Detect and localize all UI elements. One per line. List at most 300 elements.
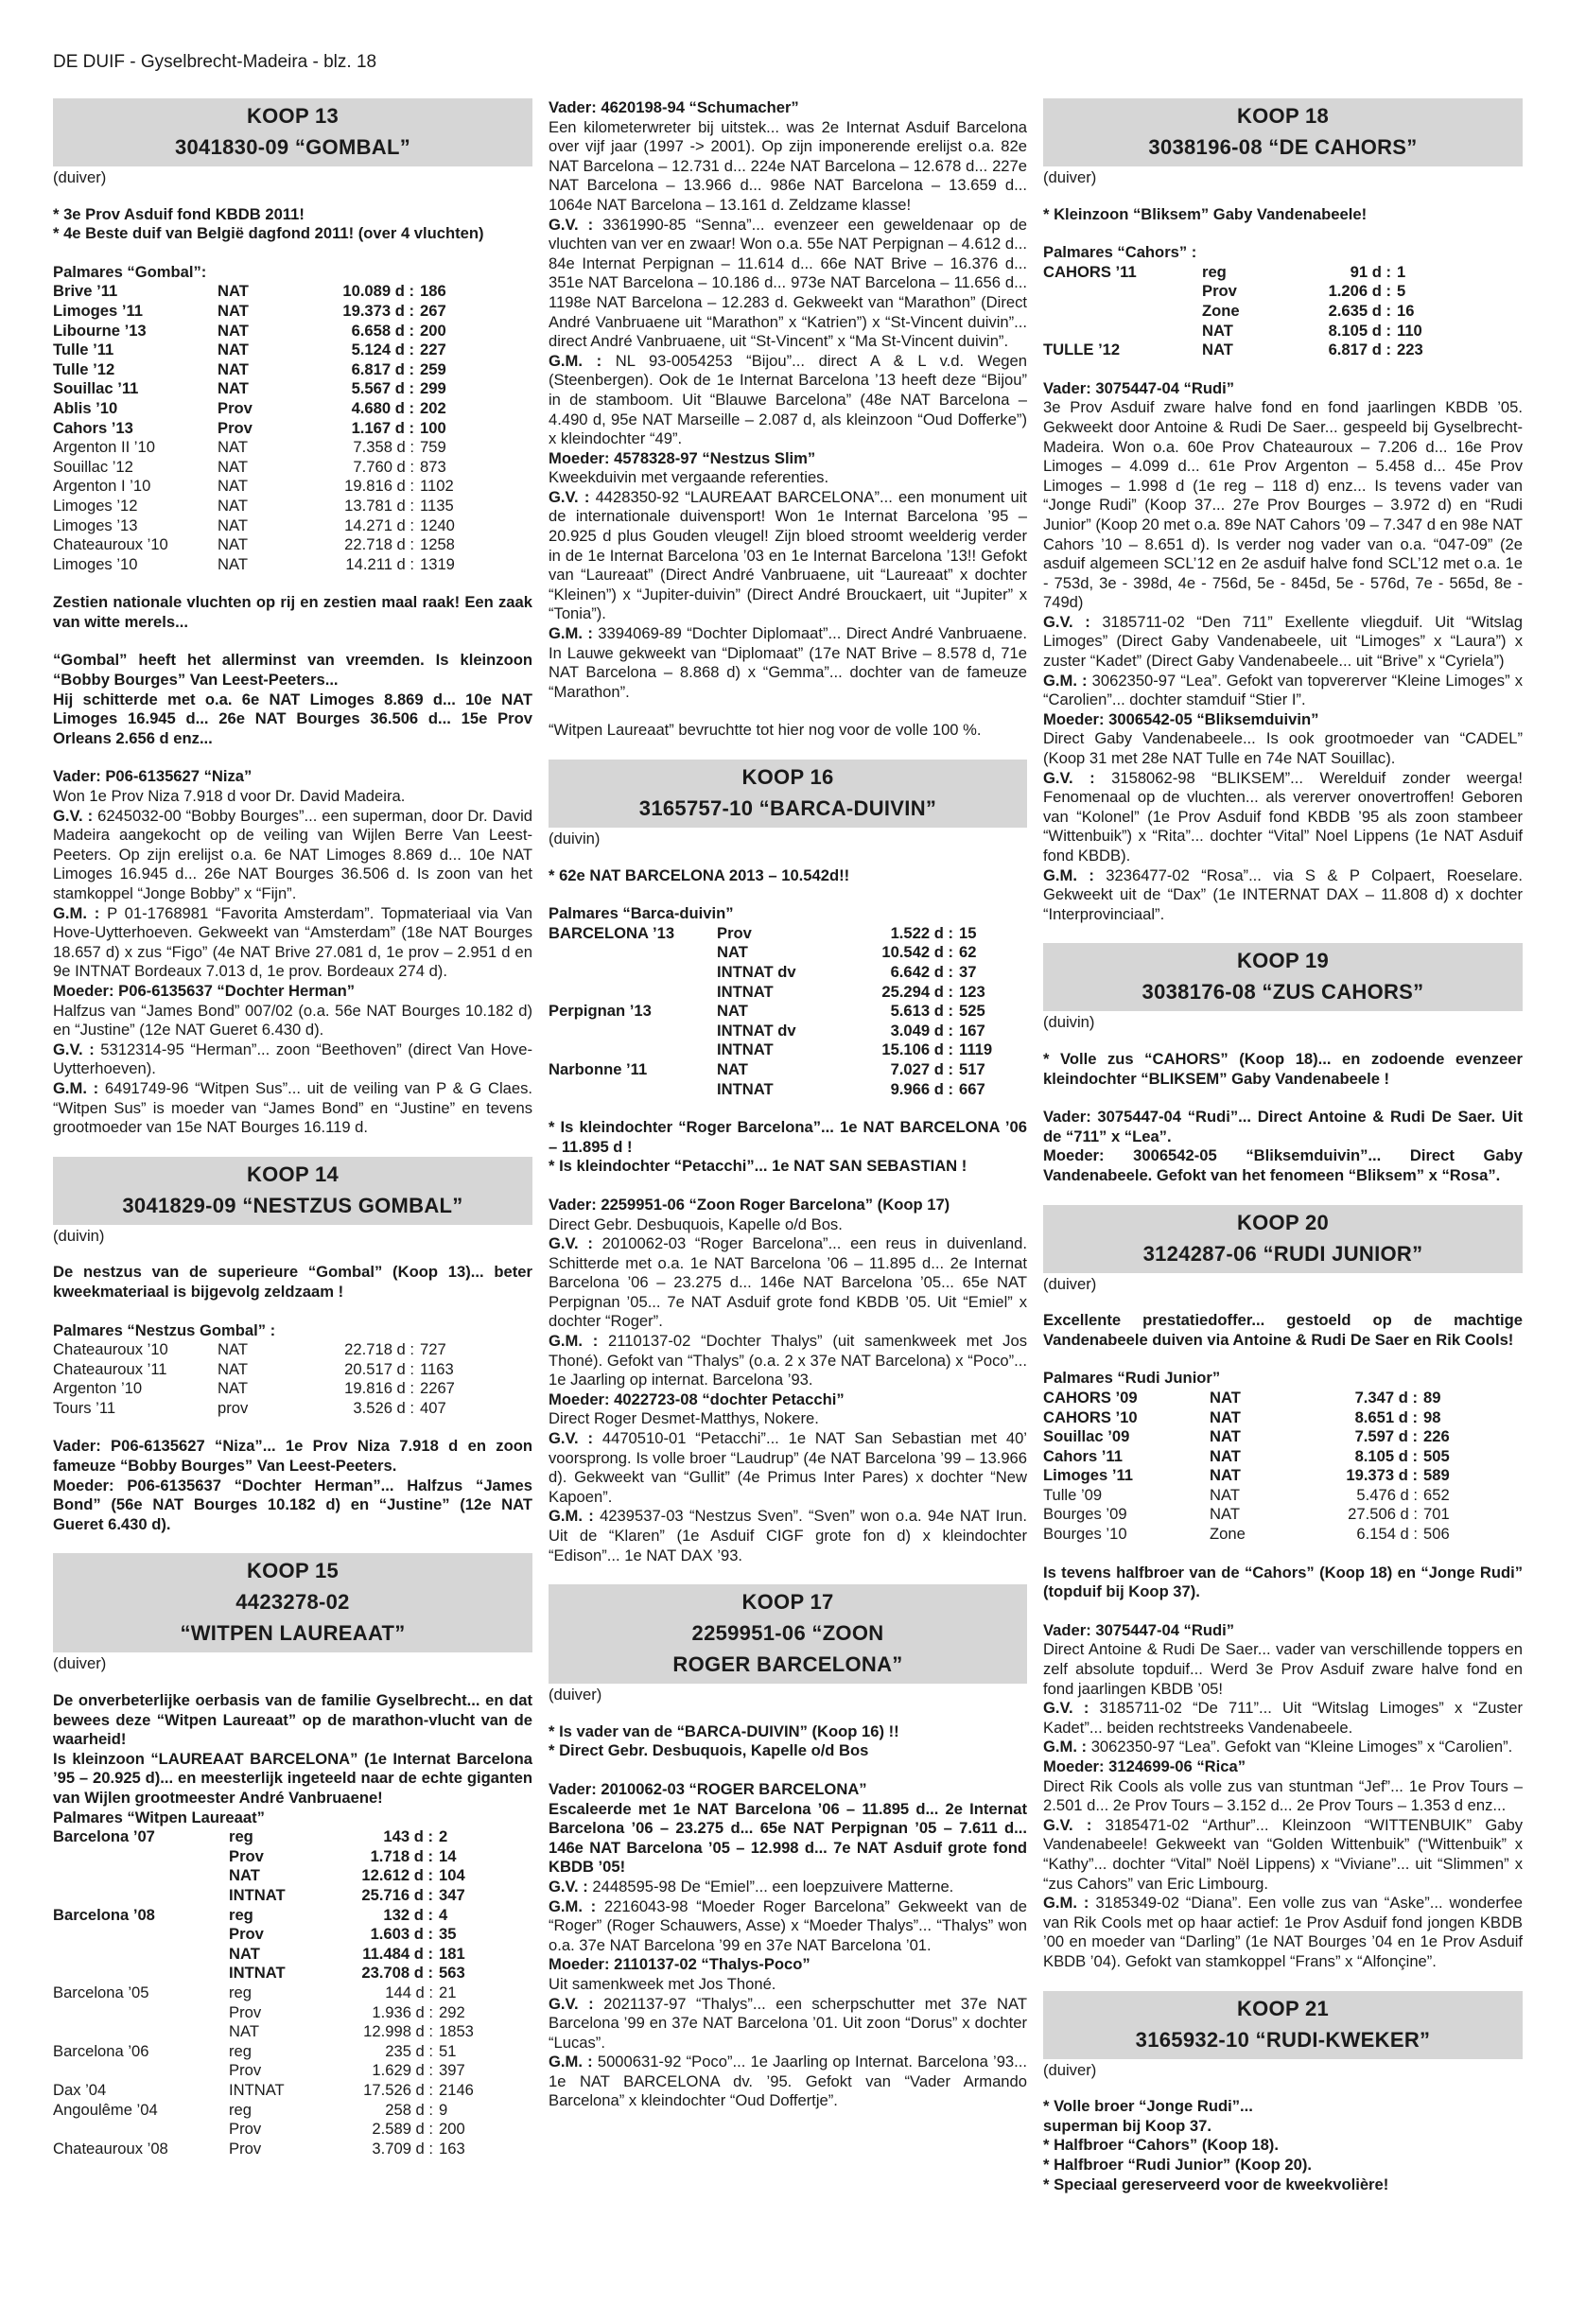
palmares-row — [53, 360, 455, 380]
palmares-cell-c3: 27.506 d : — [1348, 1505, 1418, 1524]
palmares-cell-c4: 227 — [420, 341, 446, 359]
palmares-cell-c2: NAT — [218, 379, 249, 398]
koop-15-gm: G.M. : NL 93-0054253 “Bijou”... direct A & L v.d. Wegen (Steenbergen). Ook de 1e Internat Barcelona ’13 heeft deze “Bijou” in de stamboom. Uit “Blauwe Barcelona” (48e NAT Barcelona – 4.490 d, 95e NAT Marseille – 2.087 d, als kleinzoon “Oud Dofferke”) x kleindochter “49”. — [549, 351, 1027, 448]
palmares-cell-c2: reg — [1202, 262, 1227, 281]
palmares-cell-c2: Prov — [229, 2002, 262, 2021]
palmares-row — [549, 1022, 992, 1041]
palmares-cell-c4: 759 — [420, 438, 446, 457]
koop-16-moeder: Moeder: 4022723-08 “dochter Petacchi” — [549, 1389, 845, 1408]
koop-14-palmares — [53, 1340, 455, 1418]
koop-20-vader: Vader: 3075447-04 “Rudi” — [1043, 1620, 1234, 1639]
koop-17-gv2: G.V. : 2021137-97 “Thalys”... een scherpschutter met 37e NAT Barcelona ’99 en 37e NAT Barcelona ’01. Uit zoon “Dorus” x dochter “Lucas”. — [549, 1994, 1027, 2052]
palmares-cell-c1 — [53, 2022, 229, 2042]
palmares-cell-c3: 1.522 d : — [890, 923, 953, 942]
palmares-cell-c1 — [53, 2061, 229, 2081]
koop-13-gv: G.V. : 6245032-00 “Bobby Bourges”... een superman, door Dr. David Madeira aangekocht op de veiling van Wijlen Berre Van Leest-Peeters. Op zijn erelijst o.a. 6e NAT Limoges 8.869 d... 10e NAT Limoges 16.945 d... 26e NAT Bourges 36.506 d. Is zoon van het stamkoppel “Jonge Bobby” x “Fijn”. — [53, 806, 532, 902]
palmares-cell-c1: Barcelona ’05 — [53, 1983, 149, 2001]
palmares-cell-c4: 37 — [959, 962, 977, 981]
koop-16-vader: Vader: 2259951-06 “Zoon Roger Barcelona” (Koop 17) — [549, 1195, 950, 1214]
palmares-cell-c1: Perpignan ’13 — [549, 1002, 652, 1021]
palmares-cell-c1: BARCELONA ’13 — [549, 923, 675, 942]
palmares-cell-c1: Bourges ’09 — [1043, 1505, 1127, 1524]
koop-18-gv: G.V. : 3185711-02 “Den 711” Exellente vliegduif. Uit “Witslag Limoges” (Direct Gaby Vandenabeele, uit “Limoges” x “Laura”) x zuster “Kadet” (Direct Gaby Vandenabeele... uit “Brive” x “Cyriela”) — [1043, 612, 1523, 671]
palmares-cell-c4: 1102 — [420, 477, 454, 496]
koop-18-intro: * Kleinzoon “Bliksem” Gaby Vandenabeele! — [1043, 204, 1368, 223]
palmares-cell-c1 — [1043, 302, 1202, 322]
palmares-cell-c1: Souillac ’09 — [1043, 1427, 1130, 1446]
palmares-cell-c1 — [53, 1847, 229, 1867]
palmares-cell-c4: 5 — [1397, 282, 1406, 301]
palmares-row — [53, 2101, 474, 2121]
palmares-cell-c4: 104 — [439, 1866, 465, 1885]
palmares-row — [1043, 302, 1423, 322]
palmares-cell-c1: Argenton ’10 — [53, 1379, 143, 1398]
palmares-cell-c1: Limoges ’10 — [53, 554, 138, 573]
palmares-row — [53, 1847, 474, 1867]
palmares-cell-c1: Argenton II ’10 — [53, 438, 155, 457]
palmares-cell-c4: 110 — [1397, 321, 1422, 340]
palmares-cell-c2: Prov — [229, 2120, 262, 2139]
palmares-cell-c4: 1119 — [959, 1040, 993, 1059]
palmares-cell-c2: NAT — [218, 477, 248, 496]
palmares-cell-c4: 89 — [1423, 1388, 1441, 1407]
palmares-row — [1043, 1525, 1450, 1545]
koop-15-gm2: G.M. : 3394069-89 “Dochter Diplomaat”... Direct André Vanbruaene. In Lauwe gekweekt van “Diplomaat” (17e NAT Brive – 8.578 d, 71e NAT Barcelona – 8.868 d) x “Gemma”... dochter van de fameuze “Marathon”. — [549, 624, 1027, 701]
koop-15-gv2: G.V. : 4428350-92 “LAUREAAT BARCELONA”... een monument uit de internationale duivensport! Won 1e Internat Barcelona ’95 – 20.925 d plus Gouden vleugel! Zijn bloed stroomt weelderig verder in de 1e Internat Barcelona ’03 en 1e Internat Barcelona ’13!! Gefokt van “Laureaat” (Direct André Vanbruaene, uit “Laureaat” x dochter “Kleinen”) x “Jupiter-duivin” (Direct André Brouckaert, uit “Jupiter” x “Tonia”). — [549, 487, 1028, 623]
palmares-row — [549, 1060, 992, 1080]
palmares-cell-c4: 1 — [1397, 262, 1406, 281]
palmares-cell-c2: NAT — [218, 1379, 248, 1398]
palmares-cell-c3: 14.211 d : — [345, 554, 414, 573]
palmares-cell-c3: 11.484 d : — [362, 1944, 433, 1963]
palmares-cell-c3: 12.612 d : — [361, 1866, 433, 1885]
koop-14-title: KOOP 14 3041829-09 “NESTZUS GOMBAL” — [53, 1157, 532, 1225]
palmares-cell-c3: 12.998 d : — [363, 2022, 433, 2041]
palmares-cell-c4: 9 — [439, 2100, 448, 2119]
palmares-cell-c3: 19.816 d : — [344, 1379, 414, 1398]
koop-13-moeder: Moeder: P06-6135637 “Dochter Herman” — [53, 981, 356, 1000]
palmares-cell-c2: NAT — [1210, 1388, 1241, 1407]
palmares-cell-c3: 144 d : — [385, 1983, 433, 2001]
palmares-row — [53, 1925, 474, 1945]
palmares-cell-c2: NAT — [1210, 1485, 1240, 1504]
palmares-cell-c4: 701 — [1423, 1505, 1450, 1524]
palmares-cell-c4: 1135 — [420, 496, 454, 515]
koop-15-closing: “Witpen Laureaat” bevruchtte tot hier nog voor de volle 100 %. — [549, 721, 982, 740]
palmares-cell-c4: 505 — [1423, 1446, 1450, 1465]
koop-17-gm: G.M. : 2216043-98 “Moeder Roger Barcelona” Gekweekt van de “Roger” (Roger Schauwers, Asse) x “Moeder Thalys”... “Thalys” won o.a. 37e NAT Barcelona ’99 en 37e NAT Barcelona ’01. — [549, 1896, 1027, 1954]
palmares-cell-c1: Chateauroux ’10 — [53, 535, 168, 554]
palmares-row — [549, 943, 992, 963]
palmares-cell-c1 — [1043, 322, 1202, 341]
palmares-cell-c1: Souillac ’11 — [53, 379, 139, 398]
koop-16-gm: G.M. : 2110137-02 “Dochter Thalys” (uit samenkweek met Jos Thoné). Gefokt van “Thalys” (o.a. 2 x 37e NAT Barcelona) x “Poco”... 1e Jaarling op internat. Barcelona ’93. — [549, 1332, 1027, 1389]
palmares-cell-c3: 3.526 d : — [353, 1398, 414, 1417]
palmares-cell-c3: 2.635 d : — [1328, 301, 1391, 320]
koop-21-line: superman bij Koop 37. — [1043, 2116, 1211, 2135]
koop-19-sex: (duivin) — [1043, 1013, 1095, 1032]
koop-17-moeder-text: Uit samenkweek met Jos Thoné. — [549, 1974, 776, 1993]
palmares-row — [53, 1945, 474, 1965]
palmares-row — [53, 1379, 455, 1399]
palmares-cell-c2: INTNAT — [229, 1964, 286, 1983]
koop-20-title: KOOP 20 3124287-06 “RUDI JUNIOR” — [1043, 1205, 1523, 1273]
koop-15-palmares-title: Palmares “Witpen Laureaat” — [53, 1808, 265, 1826]
koop-18-gm2: G.M. : 3236477-02 “Rosa”... via S & P Colpaert, Roeselare. Gekweekt uit de “Dax” (1e INTERNAT DAX – 11.808 d) x dochter “Interprovinciaal”. — [1043, 865, 1524, 923]
koop-17-moeder: Moeder: 2110137-02 “Thalys-Poco” — [549, 1955, 810, 1974]
palmares-cell-c1 — [549, 1080, 717, 1100]
palmares-cell-c1: Limoges ’11 — [53, 301, 143, 320]
palmares-row — [1043, 341, 1423, 360]
palmares-cell-c1: CAHORS ’10 — [1043, 1407, 1138, 1426]
koop-21-line: * Speciaal gereserveerd voor de kweekvolière! — [1043, 2175, 1389, 2193]
palmares-cell-c4: 2146 — [439, 2080, 474, 2099]
palmares-cell-c2: INTNAT dv — [717, 962, 796, 981]
palmares-cell-c3: 91 d : — [1350, 262, 1391, 281]
koop-17-vader: Vader: 2010062-03 “ROGER BARCELONA” — [549, 1779, 867, 1798]
palmares-cell-c1 — [549, 963, 717, 983]
koop-20-gv2: G.V. : 3185471-02 “Arthur”... Kleinzoon “WITTENBUIK” Gaby Vandenabeele! Gekweekt van “Golden Wittenbuik” (“Wittenbuik” x “Kathy”... dochter “Vital” Noël Lippens) x “Viviane”... uit “Slimmen” x “zus Cahors” van Eric Limbourg. — [1043, 1815, 1523, 1893]
palmares-cell-c1: Limoges ’13 — [53, 515, 138, 534]
palmares-cell-c4: 200 — [420, 321, 446, 340]
koop-13-moeder-text: Halfzus van “James Bond” 007/02 (o.a. 56e NAT Bourges 10.182 d) en “Justine” (12e NAT Gueret 6.430 d). — [53, 1001, 532, 1040]
palmares-cell-c3: 7.027 d : — [890, 1059, 953, 1078]
koop-16-gm2: G.M. : 4239537-03 “Nestzus Sven”. “Sven” won o.a. 94e NAT Irun. Uit de “Klaren” (1e Asduif CIGF grote fon d) x kleindochter “Edison”... 1e NAT DAX ’93. — [549, 1507, 1027, 1564]
palmares-cell-c3: 6.817 d : — [1328, 341, 1391, 359]
palmares-cell-c3: 15.106 d : — [881, 1040, 953, 1059]
palmares-cell-c2: INTNAT — [229, 2080, 285, 2099]
palmares-cell-c4: 4 — [439, 1905, 448, 1924]
palmares-cell-c2: NAT — [218, 282, 249, 301]
palmares-cell-c4: 407 — [420, 1398, 446, 1417]
palmares-cell-c1 — [549, 1040, 717, 1060]
palmares-cell-c2: NAT — [1210, 1505, 1240, 1524]
palmares-cell-c1 — [53, 1945, 229, 1965]
palmares-cell-c3: 7.347 d : — [1354, 1388, 1418, 1407]
koop-20-gm: G.M. : 3062350-97 “Lea”. Gefokt van “Kleine Limoges” x “Carolien”. — [1043, 1738, 1513, 1756]
palmares-row — [53, 1983, 474, 2003]
palmares-cell-c1: CAHORS ’09 — [1043, 1388, 1138, 1407]
palmares-cell-c3: 235 d : — [385, 2041, 433, 2060]
palmares-cell-c4: 259 — [420, 359, 446, 378]
palmares-cell-c3: 7.760 d : — [353, 457, 414, 476]
palmares-cell-c2: NAT — [218, 496, 248, 515]
palmares-cell-c4: 1258 — [420, 535, 455, 554]
koop-16-palmares — [549, 924, 992, 1099]
palmares-cell-c2: Zone — [1210, 1525, 1246, 1544]
koop-16-moeder-text: Direct Roger Desmet-Matthys, Nokere. — [549, 1409, 819, 1428]
palmares-cell-c3: 1.936 d : — [372, 2002, 433, 2021]
koop-15-para: De onverbeterlijke oerbasis van de familie Gyselbrecht... en dat bewees deze “Witpen Laureaat” op de marathon-vlucht van de waarheid! — [53, 1691, 532, 1749]
palmares-cell-c2: reg — [229, 1983, 252, 2001]
palmares-cell-c4: 100 — [420, 418, 446, 437]
palmares-row — [549, 1080, 992, 1100]
palmares-cell-c3: 9.966 d : — [890, 1079, 953, 1098]
palmares-cell-c4: 226 — [1423, 1427, 1450, 1446]
palmares-cell-c3: 2.589 d : — [372, 2120, 433, 2139]
koop-14-intro: De nestzus van de superieure “Gombal” (Koop 13)... beter kweekmateriaal is bijgevolg zeldzaam ! — [53, 1263, 532, 1301]
koop-14-para: Moeder: P06-6135637 “Dochter Herman”... Halfzus “James Bond” (56e NAT Bourges 10.182 d) en “Justine” (12e NAT Gueret 6.430 d). — [53, 1476, 532, 1533]
palmares-cell-c2: NAT — [229, 2022, 259, 2041]
palmares-cell-c4: 397 — [439, 2061, 465, 2080]
palmares-cell-c3: 20.517 d : — [344, 1359, 414, 1378]
koop-18-title: KOOP 18 3038196-08 “DE CAHORS” — [1043, 98, 1523, 166]
palmares-cell-c4: 652 — [1423, 1485, 1450, 1504]
palmares-cell-c2: NAT — [218, 535, 248, 554]
palmares-cell-c3: 19.373 d : — [342, 301, 414, 320]
palmares-cell-c1: Chateauroux ’11 — [53, 1359, 167, 1378]
palmares-cell-c4: 292 — [439, 2002, 465, 2021]
palmares-cell-c4: 2 — [439, 1827, 448, 1846]
palmares-cell-c2: Prov — [218, 418, 253, 437]
palmares-row — [549, 1040, 992, 1060]
palmares-cell-c4: 1240 — [420, 515, 455, 534]
koop-19-para: Moeder: 3006542-05 “Bliksemduivin”... Direct Gaby Vandenabeele. Gefokt van het fenomeen “Bliksem” x “Rosa”. — [1043, 1146, 1523, 1184]
koop-14-palmares-title: Palmares “Nestzus Gombal” : — [53, 1320, 276, 1339]
palmares-cell-c1 — [53, 1886, 229, 1906]
koop-18-vader-text: 3e Prov Asduif zware halve fond en fond jaarlingen KBDB ’05. Gekweekt door Antoine & Rudi De Saer... gespeeld bij Gyselbrecht-Madeira. Won o.a. 60e Prov Chateauroux – 7.206 d... 16e Prov Limoges – 4.099 d... 61e Prov Argenton – 5.458 d... 45e Prov Limoges – 1.998 d (1e reg – 118 d) enz... Is tevens vader van “Jonge Rudi” (Koop 37... 27e Prov Bourges – 3.972 d) en “Rudi Junior” (Koop 20 met o.a. 89e NAT Cahors ’09 – 7.347 d en 98e NAT Cahors ’10 – 8.651 d). Is verder nog vader van o.a. “047-09” (2e asduif algemeen SCL’12 en 2e asduif halve fond SCL’12 met o.a. 1e - 753d, 3e - 398d, 4e - 756d, 5e - 845d, 5e - 576d, 7e - 565d, 8e - 749d) — [1043, 398, 1523, 612]
palmares-cell-c4: 506 — [1423, 1525, 1450, 1544]
koop-19-para: * Volle zus “CAHORS” (Koop 18)... en zodoende evenzeer kleindochter “BLIKSEM” Gaby Vandenabeele ! — [1043, 1049, 1523, 1088]
koop-18-gm: G.M. : 3062350-97 “Lea”. Gefokt van topvererver “Kleine Limoges” x “Carolien”... dochter stamduif “Stier I”. — [1043, 671, 1523, 709]
koop-13-palmares — [53, 282, 455, 574]
koop-17-title: KOOP 17 2259951-06 “ZOON ROGER BARCELONA” — [549, 1584, 1027, 1684]
koop-15-title: KOOP 15 4423278-02 “WITPEN LAUREAAT” — [53, 1553, 532, 1652]
palmares-cell-c1: CAHORS ’11 — [1043, 262, 1137, 281]
koop-17-vader-text: Escaleerde met 1e NAT Barcelona ’06 – 11.895 d... 2e Internat Barcelona ’06 – 23.275 d... 65e NAT Perpignan ’05 – 7.611 d... 146e NAT Barcelona ’05 – 12.998 d... 7e NAT Asduif grote fond KBDB ’05! — [549, 1799, 1027, 1877]
palmares-cell-c3: 5.613 d : — [890, 1002, 953, 1021]
palmares-cell-c3: 7.358 d : — [353, 438, 414, 457]
palmares-cell-c2: NAT — [1210, 1407, 1241, 1426]
palmares-cell-c4: 589 — [1423, 1466, 1450, 1485]
palmares-row — [53, 477, 455, 497]
palmares-cell-c2: Prov — [229, 2139, 262, 2158]
palmares-row — [53, 341, 455, 360]
koop-20-sex: (duiver) — [1043, 1274, 1097, 1293]
palmares-cell-c4: 525 — [959, 1002, 985, 1021]
palmares-cell-c3: 132 d : — [383, 1905, 433, 1924]
palmares-cell-c2: INTNAT — [717, 1079, 774, 1098]
palmares-cell-c1: Chateauroux ’10 — [53, 1340, 168, 1359]
koop-15-sex: (duiver) — [53, 1654, 107, 1673]
palmares-row — [53, 438, 455, 458]
palmares-cell-c1: Souillac ’12 — [53, 457, 133, 476]
palmares-cell-c3: 8.105 d : — [1354, 1446, 1418, 1465]
palmares-cell-c2: Prov — [229, 1925, 264, 1944]
palmares-cell-c2: NAT — [218, 457, 248, 476]
palmares-cell-c2: prov — [218, 1398, 249, 1417]
koop-16-gv: G.V. : 2010062-03 “Roger Barcelona”... een reus in duivenland. Schitterde met o.a. 1e NAT Barcelona ’06 – 11.895 d... 2e Internat Barcelona ’06 – 23.275 d... 146e NAT Barcelona ’05... 65e NAT Perpignan ’05... 7e NAT Asduif grote fond KBDB ’05. Uit “Emiel” x dochter “Roger”. — [549, 1234, 1027, 1331]
palmares-cell-c3: 19.816 d : — [344, 477, 414, 496]
koop-19-title: KOOP 19 3038176-08 “ZUS CAHORS” — [1043, 943, 1523, 1011]
palmares-cell-c3: 3.709 d : — [372, 2139, 433, 2158]
koop-14-para: Vader: P06-6135627 “Niza”... 1e Prov Niza 7.918 d en zoon fameuze “Bobby Bourges” Van Leest-Peeters. — [53, 1437, 532, 1476]
palmares-cell-c1: Barcelona ’08 — [53, 1905, 155, 1924]
palmares-cell-c2: INTNAT — [717, 982, 774, 1001]
palmares-cell-c3: 6.658 d : — [351, 321, 414, 340]
palmares-cell-c4: 14 — [439, 1846, 457, 1865]
palmares-row — [1043, 1505, 1450, 1525]
koop-18-moeder-text: Direct Gaby Vandenabeele... Is ook grootmoeder van “CADEL” (Koop 31 met 28e NAT Tulle en 74e NAT Souillac). — [1043, 729, 1523, 768]
palmares-cell-c1: Tours ’11 — [53, 1398, 116, 1417]
palmares-cell-c1: Angoulême ’04 — [53, 2100, 158, 2119]
palmares-row — [53, 1827, 474, 1847]
koop-15-moeder-text: Kweekduivin met vergaande referenties. — [549, 468, 829, 487]
palmares-row — [1043, 263, 1423, 283]
palmares-cell-c2: reg — [229, 2041, 252, 2060]
koop-20-palmares-title: Palmares “Rudi Junior” — [1043, 1369, 1221, 1388]
koop-15-palmares — [53, 1827, 474, 2158]
palmares-cell-c2: NAT — [717, 1002, 748, 1021]
palmares-cell-c4: 517 — [959, 1059, 985, 1078]
palmares-cell-c3: 1.206 d : — [1328, 282, 1391, 301]
palmares-cell-c3: 10.542 d : — [881, 943, 953, 962]
palmares-cell-c1: Cahors ’11 — [1043, 1446, 1123, 1465]
palmares-row — [53, 2061, 474, 2081]
koop-18-palmares — [1043, 263, 1423, 360]
palmares-cell-c2: Prov — [1202, 282, 1237, 301]
palmares-cell-c2: NAT — [229, 1944, 260, 1963]
koop-14-sex: (duivin) — [53, 1226, 105, 1245]
palmares-row — [549, 1002, 992, 1022]
palmares-cell-c3: 3.049 d : — [890, 1021, 953, 1040]
palmares-cell-c2: NAT — [218, 515, 248, 534]
palmares-cell-c1: Barcelona ’06 — [53, 2041, 149, 2060]
palmares-cell-c1: Libourne ’13 — [53, 321, 147, 340]
palmares-cell-c2: INTNAT — [717, 1040, 774, 1059]
palmares-cell-c1 — [53, 1925, 229, 1945]
palmares-cell-c1: Narbonne ’11 — [549, 1059, 648, 1078]
koop-13-gm2: G.M. : 6491749-96 “Witpen Sus”... uit de veiling van P & G Claes. “Witpen Sus” is moeder van “James Bond” en “Justine” en tevens grootmoeder van 15e NAT Bourges 16.119 d. — [53, 1078, 532, 1137]
palmares-cell-c2: NAT — [1210, 1446, 1241, 1465]
koop-20-gm2: G.M. : 3185349-02 “Diana”. Een volle zus van “Aske”... wonderfee van Rik Cools met op haar actief: 1e Prov Asduif fond jongen KBDB ’00 en moeder van “Darling” (1e NAT Bourges ’04 en 1e Prov Asduif KBDB ’04). Gefokt van stamkoppel “Frans” x “Alfonçine”. — [1043, 1894, 1523, 1970]
palmares-row — [53, 2003, 474, 2023]
palmares-cell-c4: 223 — [1397, 341, 1423, 359]
koop-15-vader-text: Een kilometerwreter bij uitstek... was 2e Internat Asduif Barcelona over vijf jaar (1997 -> 2001). Op zijn imponerende erelijst o.a. 82e NAT Barcelona – 12.731 d... 224e NAT Barcelona – 12.678 d... 227e NAT Barcelona – 13.966 d... 986e NAT Barcelona – 13.659 d... 1064e NAT Barcelona – 13.161 d. Zeldzame klasse! — [549, 117, 1027, 214]
palmares-cell-c3: 1.629 d : — [372, 2061, 433, 2080]
palmares-cell-c1 — [53, 1964, 229, 1983]
palmares-cell-c3: 10.089 d : — [342, 282, 414, 301]
palmares-row — [53, 2140, 474, 2159]
palmares-cell-c4: 202 — [420, 398, 446, 417]
koop-17-intro: * Is vader van de “BARCA-DUIVIN” (Koop 16) !! — [549, 1721, 899, 1740]
koop-16-palmares-title: Palmares “Barca-duivin” — [549, 904, 734, 923]
palmares-cell-c4: 21 — [439, 1983, 457, 2001]
palmares-cell-c4: 98 — [1423, 1407, 1441, 1426]
palmares-cell-c2: NAT — [1202, 321, 1233, 340]
palmares-cell-c3: 6.154 d : — [1356, 1525, 1418, 1544]
koop-20-gv: G.V. : 3185711-02 “De 711”... Uit “Witslag Limoges” x “Zuster Kadet”... beiden rechtstreeks Vandenabeele. — [1043, 1699, 1523, 1737]
palmares-row — [53, 1399, 455, 1419]
koop-15-vader: Vader: 4620198-94 “Schumacher” — [549, 98, 799, 116]
palmares-cell-c2: NAT — [218, 301, 249, 320]
palmares-cell-c4: 16 — [1397, 301, 1415, 320]
palmares-cell-c1: Barcelona ’07 — [53, 1827, 155, 1846]
koop-20-moeder: Moeder: 3124699-06 “Rica” — [1043, 1757, 1246, 1775]
koop-17-gv: G.V. : 2448595-98 De “Emiel”... een loepzuivere Matterne. — [549, 1877, 954, 1896]
palmares-cell-c4: 35 — [439, 1925, 457, 1944]
koop-21-line: * Halfbroer “Rudi Junior” (Koop 20). — [1043, 2155, 1312, 2174]
koop-16-title: KOOP 16 3165757-10 “BARCA-DUIVIN” — [549, 760, 1027, 828]
palmares-cell-c4: 2267 — [420, 1379, 455, 1398]
palmares-cell-c4: 123 — [959, 982, 985, 1001]
palmares-cell-c1 — [1043, 282, 1202, 302]
column-left — [53, 98, 532, 2158]
palmares-cell-c3: 6.642 d : — [890, 962, 953, 981]
palmares-row — [53, 322, 455, 341]
palmares-cell-c1: Ablis ’10 — [53, 398, 118, 417]
palmares-cell-c3: 258 d : — [385, 2100, 433, 2119]
palmares-cell-c2: NAT — [717, 1059, 748, 1078]
palmares-row — [53, 555, 455, 575]
koop-20-palmares — [1043, 1389, 1450, 1545]
palmares-cell-c2: reg — [229, 2100, 252, 2119]
palmares-cell-c2: Prov — [229, 2061, 262, 2080]
palmares-cell-c1 — [549, 943, 717, 963]
palmares-cell-c3: 14.271 d : — [344, 515, 414, 534]
palmares-row — [53, 282, 455, 302]
koop-13-palmares-title: Palmares “Gombal”: — [53, 262, 207, 281]
palmares-cell-c1: TULLE ’12 — [1043, 341, 1121, 359]
koop-17-sex: (duiver) — [549, 1686, 602, 1704]
palmares-cell-c2: NAT — [218, 1359, 248, 1378]
column-middle — [549, 98, 1027, 2111]
palmares-cell-c2: NAT — [1210, 1466, 1241, 1485]
palmares-row — [53, 2120, 474, 2140]
palmares-cell-c4: 51 — [439, 2041, 457, 2060]
palmares-cell-c1 — [53, 1866, 229, 1886]
palmares-cell-c4: 1853 — [439, 2022, 474, 2041]
palmares-cell-c1 — [53, 2003, 229, 2023]
koop-13-gm: G.M. : P 01-1768981 “Favorita Amsterdam”. Topmateriaal via Van Hove-Uytterhoeven. Gekweekt van “Amsterdam” (18e NAT Bourges 18.657 d) x zus “Figo” (4e NAT Brive 27.081 d, 1e prov – 2.951 d en 9e INTNAT Bordeaux 7.013 d, 1e prov. Bordeaux 274 d). — [53, 903, 532, 981]
palmares-row — [549, 924, 992, 944]
koop-13-para: Zestien nationale vluchten op rij en zestien maal raak! Een zaak van witte merels... — [53, 593, 532, 631]
palmares-cell-c2: Prov — [717, 923, 752, 942]
koop-18-sex: (duiver) — [1043, 168, 1097, 186]
palmares-cell-c3: 143 d : — [383, 1827, 433, 1846]
palmares-cell-c3: 8.651 d : — [1354, 1407, 1418, 1426]
palmares-cell-c3: 25.294 d : — [881, 982, 953, 1001]
palmares-cell-c1: Brive ’11 — [53, 282, 118, 301]
palmares-cell-c1: Limoges ’12 — [53, 496, 138, 515]
palmares-cell-c3: 17.526 d : — [363, 2080, 433, 2099]
palmares-cell-c4: 186 — [420, 282, 446, 301]
palmares-cell-c3: 8.105 d : — [1328, 321, 1391, 340]
koop-13-para: Hij schitterde met o.a. 6e NAT Limoges 8.869 d... 10e NAT Limoges 16.945 d... 26e NAT Bourges 36.506 d... 15e Prov Orleans 2.656 d enz... — [53, 690, 532, 747]
palmares-cell-c3: 1.603 d : — [370, 1925, 433, 1944]
koop-20-para: Is tevens halfbroer van de “Cahors” (Koop 18) en “Jonge Rudi” (topduif bij Koop 37). — [1043, 1563, 1523, 1601]
koop-21-title: KOOP 21 3165932-10 “RUDI-KWEKER” — [1043, 1991, 1523, 2059]
palmares-row — [53, 458, 455, 478]
palmares-cell-c2: NAT — [218, 438, 248, 457]
koop-20-para: Excellente prestatiedoffer... gestoeld op de machtige Vandenabeele duiven via Antoine & Rudi De Saer en Rik Cools! — [1043, 1311, 1523, 1349]
palmares-cell-c3: 22.718 d : — [344, 1340, 414, 1359]
palmares-row — [53, 516, 455, 536]
palmares-cell-c3: 5.567 d : — [351, 379, 414, 398]
palmares-row — [1043, 1389, 1450, 1408]
koop-15-para: Is kleinzoon “LAUREAAT BARCELONA” (1e Internat Barcelona ’95 – 20.925 d)... en meesterlijk ingeteeld naar de echte giganten van Wijlen grootmeester André Vanbruaene! — [53, 1749, 532, 1807]
palmares-cell-c3: 19.373 d : — [1346, 1466, 1418, 1485]
palmares-row — [53, 419, 455, 439]
palmares-row — [549, 983, 992, 1003]
koop-18-palmares-title: Palmares “Cahors” : — [1043, 243, 1197, 262]
palmares-row — [1043, 1447, 1450, 1467]
palmares-cell-c2: NAT — [218, 1340, 248, 1359]
palmares-row — [53, 399, 455, 419]
koop-21-sex: (duiver) — [1043, 2060, 1097, 2079]
koop-18-gv2: G.V. : 3158062-98 “BLIKSEM”... Werelduif zonder weerga! Fenomenaal op de vluchten... als vererver onovertroffen! Geboren van “Kolonel” (1e Prov Asduif fond KBDB ’95 als zoon stambeer “Wittenbuik”) x “Rita”... dochter “Vital” Noel Lippens (1e NAT Asduif fond KBDB). — [1043, 768, 1523, 865]
palmares-cell-c4: 15 — [959, 923, 977, 942]
